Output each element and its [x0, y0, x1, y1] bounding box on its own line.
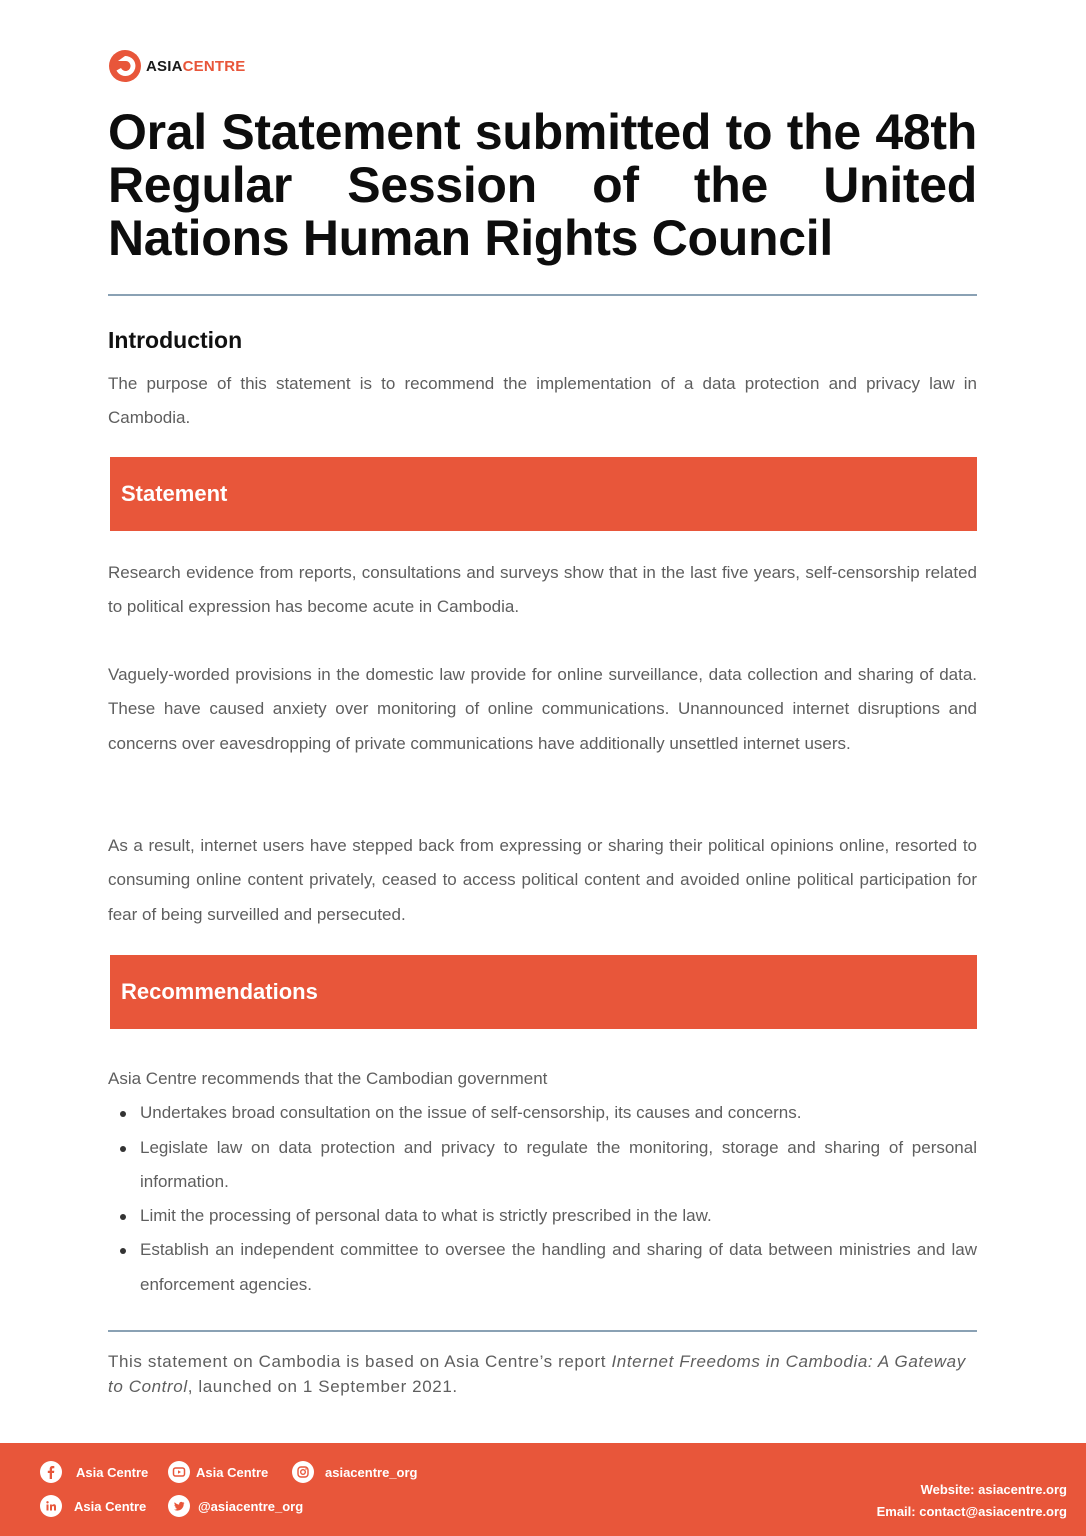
recommendation-item: Limit the processing of personal data to what is strictly prescribed in the law. [108, 1199, 977, 1233]
website-link[interactable]: Website: asiacentre.org [920, 1482, 1067, 1497]
twitter-link[interactable]: @asiacentre_org [168, 1495, 303, 1517]
recommendations-heading: Recommendations [121, 979, 318, 1004]
recommendation-item: Legislate law on data protection and privacy to regulate the monitoring, storage and sharing of personal information. [108, 1131, 977, 1200]
closing-note [108, 1349, 977, 1399]
youtube-icon [168, 1461, 190, 1483]
recommendations-list [108, 1096, 977, 1302]
closing-prefix: This statement on Cambodia is based on Asia Centre’s report [108, 1352, 612, 1371]
linkedin-icon [40, 1495, 62, 1517]
document-title: Oral Statement submitted to the 48th Regular Session of the United Nations Human Rights Council [108, 104, 977, 266]
introduction-text: The purpose of this statement is to recommend the implementation of a data protection and privacy law in Cambodia. [108, 374, 977, 428]
asia-centre-logo [108, 48, 246, 84]
facebook-icon [40, 1461, 62, 1483]
instagram-icon [292, 1461, 314, 1483]
instagram-link[interactable]: asiacentre_org [292, 1461, 418, 1483]
introduction-heading: Introduction [108, 327, 243, 353]
youtube-link[interactable]: Asia Centre [168, 1461, 268, 1483]
statement-paragraph-2: Vaguely-worded provisions in the domestic law provide for online surveillance, data collection and sharing of data. These have caused anxiety over monitoring of online communications. Unannounced internet disruptions and concerns over eavesdropping of private communications have additionally unsettled internet users. [108, 665, 977, 753]
asia-centre-logo-icon [108, 49, 142, 83]
linkedin-link[interactable]: Asia Centre [40, 1495, 146, 1517]
statement-heading: Statement [121, 481, 228, 506]
statement-paragraph-1: Research evidence from reports, consultations and surveys show that in the last five years, self-censorship related to political expression has become acute in Cambodia. [108, 563, 977, 617]
logo-wordmark: ASIACENTRE [146, 57, 246, 75]
facebook-link[interactable]: Asia Centre [40, 1461, 148, 1483]
statement-header-bar [110, 457, 977, 531]
footer-contact [877, 1479, 1067, 1523]
recommendation-item: Establish an independent committee to oversee the handling and sharing of data between ministries and law enforcement agencies. [108, 1233, 977, 1302]
recommendation-item: Undertakes broad consultation on the issue of self-censorship, its causes and concerns. [108, 1096, 977, 1130]
closing-suffix: , launched on 1 September 2021. [187, 1377, 458, 1396]
statement-paragraph-3: As a result, internet users have stepped back from expressing or sharing their political opinions online, resorted to consuming online content privately, ceased to access political content and avoided online political participation for fear of being surveilled and persecuted. [108, 836, 977, 924]
report-title: Internet Freedoms in Cambodia: A Gateway to Control [108, 1352, 966, 1396]
recommendations-section [108, 1062, 977, 1302]
footer [0, 1443, 1086, 1536]
email-link[interactable]: Email: contact@asiacentre.org [876, 1504, 1067, 1519]
title-divider [108, 294, 977, 296]
recommendations-header-bar [110, 955, 977, 1029]
recommendations-intro: Asia Centre recommends that the Cambodian government [108, 1069, 548, 1088]
twitter-icon [168, 1495, 190, 1517]
closing-divider [108, 1330, 977, 1332]
